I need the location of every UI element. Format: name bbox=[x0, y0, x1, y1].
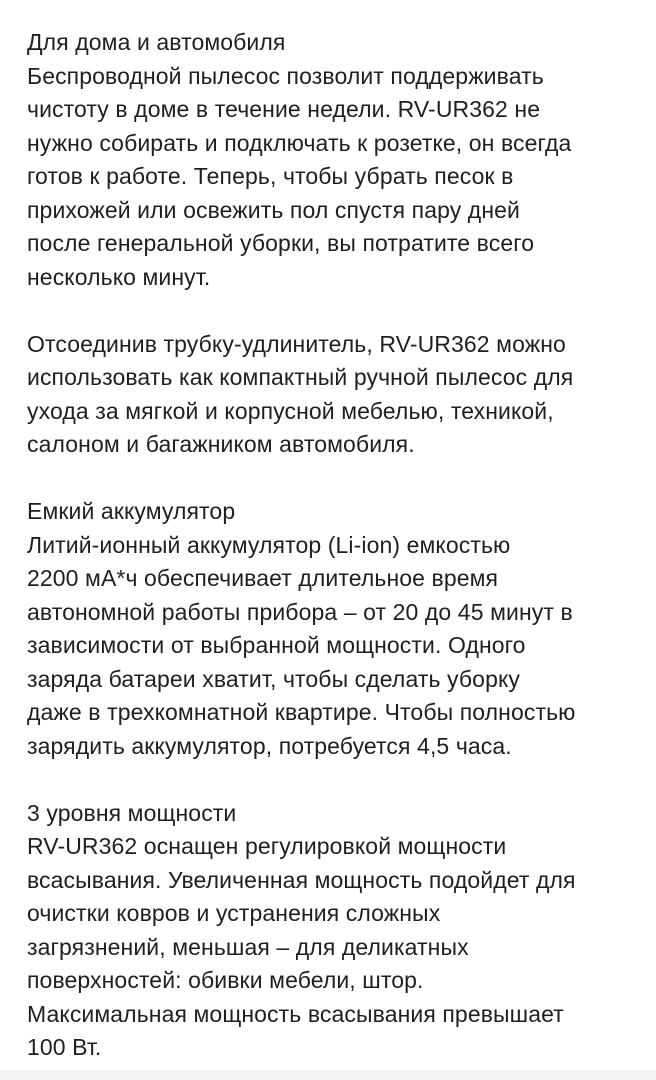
paragraph-line: нужно собирать и подключать к розетке, он всегда bbox=[27, 129, 572, 156]
paragraph-line: очистки ковров и устранения сложных bbox=[27, 900, 441, 926]
paragraph-line: готов к работе. Теперь, чтобы убрать песок в bbox=[27, 163, 514, 189]
paragraph-line: чистоту в доме в течение недели. RV-UR362 не bbox=[27, 96, 541, 122]
paragraph-line: несколько минут. bbox=[27, 263, 211, 290]
bottom-divider-bar bbox=[0, 1070, 656, 1080]
paragraph-line: Отсоединив трубку-удлинитель, RV-UR362 можно bbox=[27, 330, 566, 357]
product-description bbox=[27, 26, 642, 1065]
paragraph-line: зависимости от выбранной мощности. Одного bbox=[27, 632, 526, 658]
paragraph-line: после генеральной уборки, вы потратите всего bbox=[27, 230, 535, 256]
paragraph-line: 100 Вт. bbox=[27, 1034, 102, 1060]
paragraph-line: Максимальная мощность всасывания превышает bbox=[27, 1000, 564, 1027]
section-heading: 3 уровня мощности bbox=[27, 799, 237, 826]
paragraph-line: салоном и багажником автомобиля. bbox=[27, 431, 415, 457]
paragraph-line: 2200 мА*ч обеспечивает длительное время bbox=[27, 565, 499, 591]
paragraph-line: ухода за мягкой и корпусной мебелью, техникой, bbox=[27, 397, 554, 424]
paragraph-line: Литий-ионный аккумулятор (Li-ion) емкостью bbox=[27, 531, 511, 558]
section-power-levels bbox=[27, 797, 642, 1065]
section-home-and-car bbox=[27, 26, 642, 294]
paragraph-line: Беспроводной пылесос позволит поддерживать bbox=[27, 62, 544, 89]
paragraph-line: заряда батареи хватит, чтобы сделать уборку bbox=[27, 665, 520, 692]
paragraph-line: использовать как компактный ручной пылесос для bbox=[27, 364, 574, 390]
paragraph-line: поверхностей: обивки мебели, штор. bbox=[27, 967, 424, 993]
section-battery bbox=[27, 495, 642, 763]
paragraph-line: RV-UR362 оснащен регулировкой мощности bbox=[27, 833, 507, 859]
paragraph-line: автономной работы прибора – от 20 до 45 минут в bbox=[27, 598, 573, 625]
section-heading: Емкий аккумулятор bbox=[27, 498, 236, 524]
paragraph-line: всасывания. Увеличенная мощность подойдет для bbox=[27, 866, 576, 893]
paragraph-line: зарядить аккумулятор, потребуется 4,5 часа. bbox=[27, 732, 512, 759]
section-heading: Для дома и автомобиля bbox=[27, 29, 286, 55]
section-handheld-mode bbox=[27, 328, 642, 462]
paragraph-line: прихожей или освежить пол спустя пару дней bbox=[27, 196, 520, 223]
paragraph-line: даже в трехкомнатной квартире. Чтобы полностью bbox=[27, 699, 576, 725]
paragraph-line: загрязнений, меньшая – для деликатных bbox=[27, 933, 469, 960]
